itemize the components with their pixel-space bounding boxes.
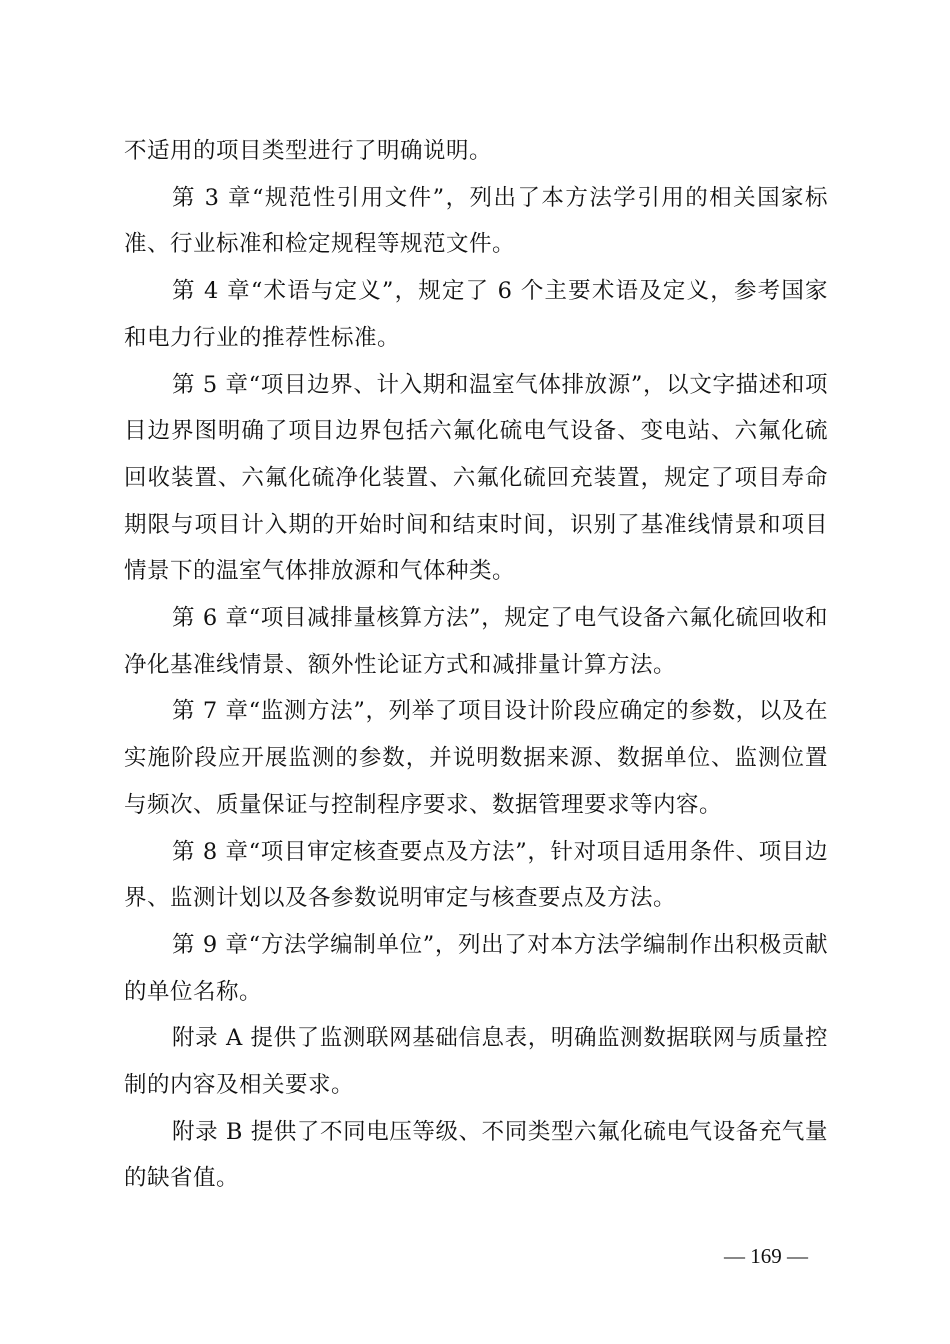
paragraph-continuation: 不适用的项目类型进行了明确说明。	[124, 138, 493, 164]
body-text	[124, 128, 828, 1202]
page-number: — 169 —	[724, 1244, 808, 1268]
paragraph-appendix-a: 附录 A 提供了监测联网基础信息表，明确监测数据联网与质量控制的内容及相关要求。	[124, 1025, 828, 1099]
paragraph-chapter-6: 第 6 章“项目减排量核算方法”，规定了电气设备六氟化硫回收和净化基准线情景、额外性论证方式和减排量计算方法。	[124, 605, 828, 678]
paragraph-chapter-3: 第 3 章“规范性引用文件”，列出了本方法学引用的相关国家标准、行业标准和检定规程等规范文件。	[124, 184, 828, 258]
paragraph-chapter-5: 第 5 章“项目边界、计入期和温室气体排放源”，以文字描述和项目边界图明确了项目边界包括六氟化硫电气设备、变电站、六氟化硫回收装置、六氟化硫净化装置、六氟化硫回充装置，规定了项目寿命期限与项目计入期的开始时间和结束时间，识别了基准线情景和项目情景下的温室气体排放源和气体种类。	[124, 371, 828, 585]
paragraph-chapter-7: 第 7 章“监测方法”，列举了项目设计阶段应确定的参数，以及在实施阶段应开展监测的参数，并说明数据来源、数据单位、监测位置与频次、质量保证与控制程序要求、数据管理要求等内容。	[124, 698, 828, 818]
paragraph-chapter-4: 第 4 章“术语与定义”，规定了 6 个主要术语及定义，参考国家和电力行业的推荐性标准。	[124, 278, 828, 351]
paragraph-chapter-9: 第 9 章“方法学编制单位”，列出了对本方法学编制作出积极贡献的单位名称。	[124, 931, 828, 1005]
paragraph-chapter-8: 第 8 章“项目审定核查要点及方法”，针对项目适用条件、项目边界、监测计划以及各参数说明审定与核查要点及方法。	[124, 838, 828, 912]
paragraph-appendix-b: 附录 B 提供了不同电压等级、不同类型六氟化硫电气设备充气量的缺省值。	[124, 1118, 828, 1192]
